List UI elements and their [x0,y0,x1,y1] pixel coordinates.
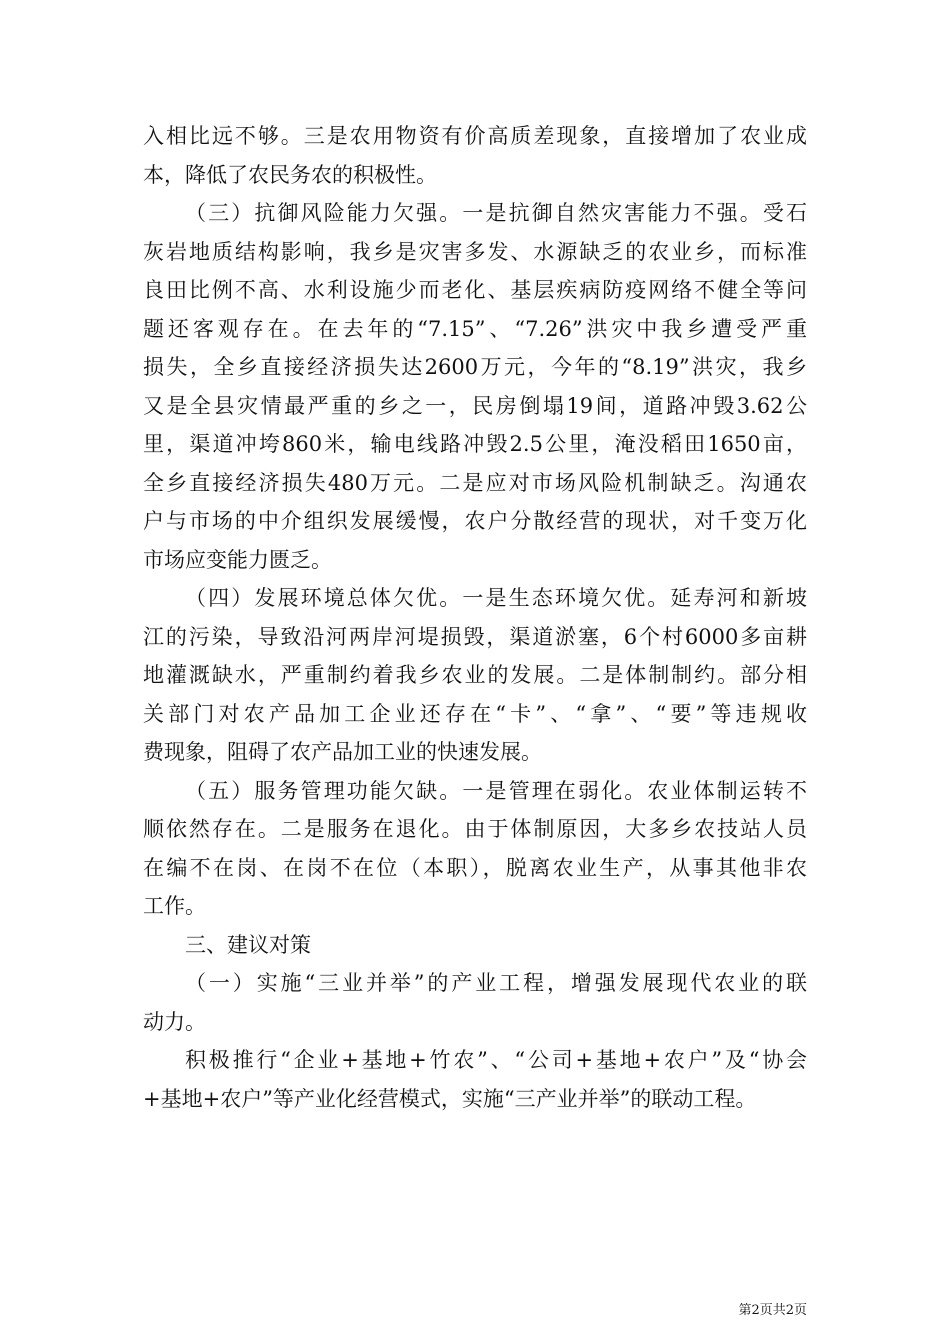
section-heading-line: （四）发展环境总体欠优。一是生态环境欠优。延寿河和新坡 [185,586,807,610]
text-line: 本，降低了农民务农的积极性。 [143,162,437,187]
text-line: 又是全县灾情最严重的乡之一，民房倒塌19间，道路冲毁3.62公 [143,393,807,418]
text-line: 费现象，阻碍了农产品加工业的快速发展。 [143,740,542,764]
section-heading-line: （一）实施“三业并举”的产业工程，增强发展现代农业的联 [185,971,807,995]
text-line: +基地+农户”等产业化经营模式，实施“三产业并举”的联动工程。 [143,1086,757,1111]
page-number: 第2页共2页 [738,1303,807,1318]
text-line: 顺依然存在。二是服务在退化。由于体制原因，大多乡农技站人员 [143,817,807,841]
chapter-heading: 三、建议对策 [185,932,311,957]
text-line: 积极推行“企业+基地+竹农”、“公司+基地+农户”及“协会 [185,1048,807,1072]
text-line: 入相比远不够。三是农用物资有价高质差现象，直接增加了农业成 [143,124,807,148]
text-line: 灰岩地质结构影响，我乡是灾害多发、水源缺乏的农业乡，而标准 [143,239,807,264]
text-line: 市场应变能力匮乏。 [143,547,332,572]
text-line: 动力。 [143,1009,206,1034]
text-line: 在编不在岗、在岗不在位（本职），脱离农业生产，从事其他非农 [143,855,807,880]
section-heading-line: （五）服务管理功能欠缺。一是管理在弱化。农业体制运转不 [185,778,807,803]
text-line: 关部门对农产品加工企业还存在“卡”、“拿”、“要”等违规收 [143,701,807,726]
section-heading-line: （三）抗御风险能力欠强。一是抗御自然灾害能力不强。受石 [185,201,807,225]
text-line: 地灌溉缺水，严重制约着我乡农业的发展。二是体制制约。部分相 [143,663,807,687]
document-body [143,117,807,1118]
text-line: 损失，全乡直接经济损失达2600万元，今年的“8.19”洪灾，我乡 [143,355,807,379]
text-line: 江的污染，导致沿河两岸河堤损毁，渠道淤塞，6个村6000多亩耕 [143,624,807,649]
text-line: 户与市场的中介组织发展缓慢，农户分散经营的现状，对千变万化 [143,509,807,533]
text-line: 良田比例不高、水利设施少而老化、基层疾病防疫网络不健全等问 [143,278,807,302]
text-line: 题还客观存在。在去年的“7.15”、“7.26”洪灾中我乡遭受严重 [143,316,807,341]
text-line: 里，渠道冲垮860米，输电线路冲毁2.5公里，淹没稻田1650亩， [143,432,807,456]
text-line: 全乡直接经济损失480万元。二是应对市场风险机制缺乏。沟通农 [143,470,807,495]
text-line: 工作。 [143,894,206,918]
